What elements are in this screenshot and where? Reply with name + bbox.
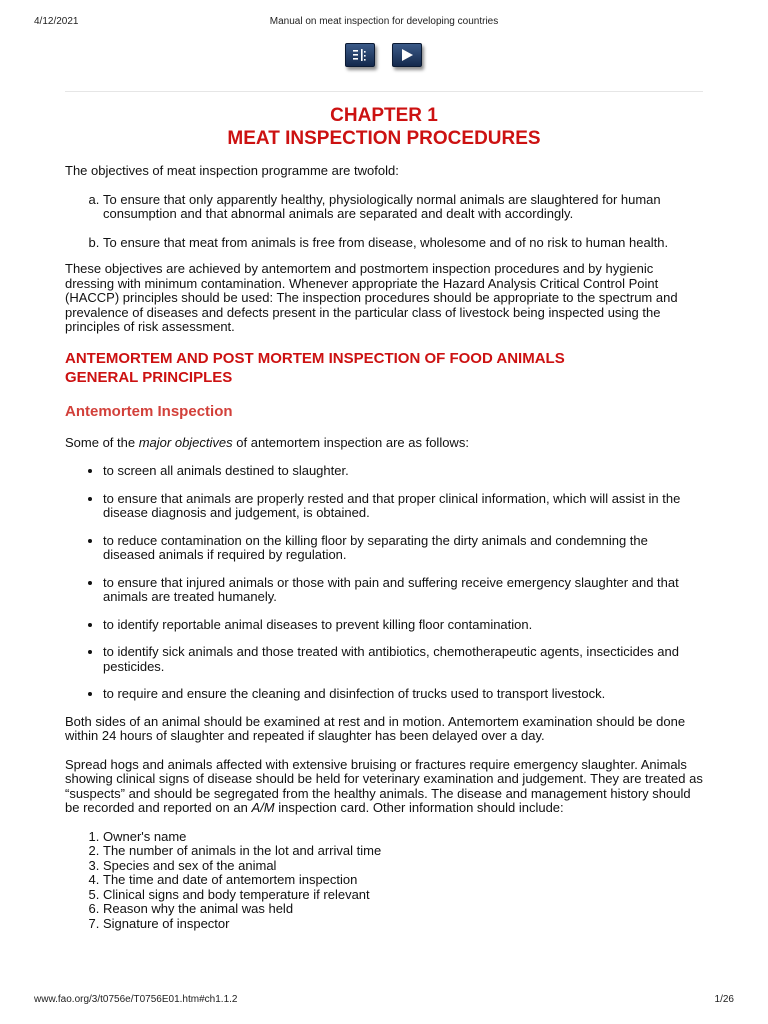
haccp-paragraph: These objectives are achieved by antemortem and postmortem inspection procedures and by hygienic dressing with minimum contamination. Whenever appropriate the Hazard Analysis Critical Control Point (HACCP) principles should be used: The inspection procedures should be appropriate to the spectrum and prevalence of diseases and defects present in the particular class of livestock being inspected using the principles of risk assessment. <box>65 261 678 334</box>
chapter-number: CHAPTER 1 <box>330 105 438 126</box>
chapter-title: MEAT INSPECTION PROCEDURES <box>227 128 541 149</box>
major-objectives-intro <box>65 436 703 451</box>
examination-paragraph: Both sides of an animal should be examined at rest and in motion. Antemortem examination should be done within 24 hours of slaughter and repeated if slaughter has been delayed over a day. <box>65 713 686 743</box>
print-document-title: Manual on meat inspection for developing countries <box>269 16 499 27</box>
page-url: www.fao.org/3/t0756e/T0756E01.htm#ch1.1.2 <box>34 994 238 1005</box>
objective-item: b. To ensure that meat from animals is free from disease, wholesome and of no risk to human health. <box>103 236 703 251</box>
page-content <box>65 104 703 931</box>
print-footer <box>34 994 734 1008</box>
list-item: • to ensure that injured animals or those with pain and suffering receive emergency slaughter and that animals are treated humanely. <box>103 576 703 605</box>
table-of-contents-button[interactable] <box>345 43 375 67</box>
print-header <box>34 16 734 30</box>
next-page-button[interactable] <box>392 43 422 67</box>
list-item: • to require and ensure the cleaning and disinfection of trucks used to transport livestock. <box>103 687 703 702</box>
list-item: • to screen all animals destined to slaughter. <box>103 464 703 479</box>
major-objectives-intro-after: of antemortem inspection are as follows: <box>232 434 469 450</box>
list-item: • to identify reportable animal diseases to prevent killing floor contamination. <box>103 618 703 633</box>
subsection-heading: Antemortem Inspection <box>65 402 233 420</box>
objective-item: a. To ensure that only apparently healthy, physiologically normal animals are slaughtered for human consumption and that abnormal animals are separated and dealt with accordingly. <box>103 193 703 222</box>
list-item: 7. Signature of inspector <box>103 917 703 932</box>
antemortem-objectives-list <box>65 464 703 702</box>
list-item: 3. Species and sex of the animal <box>103 859 703 874</box>
list-item: • to identify sick animals and those treated with antibiotics, chemotherapeutic agents, insecticides and pesticides. <box>103 645 703 674</box>
major-objectives-intro-before: Some of the <box>65 434 139 450</box>
page-number: 1/26 <box>714 994 734 1005</box>
am-card-emphasis: A/M <box>251 800 275 815</box>
major-objectives-emphasis: major objectives <box>138 434 233 450</box>
list-item: 2. The number of animals in the lot and arrival time <box>103 844 703 859</box>
separator-line <box>65 91 703 92</box>
list-item: 4. The time and date of antemortem inspection <box>103 873 703 888</box>
emergency-slaughter-paragraph <box>65 758 703 816</box>
emergency-paragraph-before: Spread hogs and animals affected with extensive bruising or fractures require emergency slaughter. Animals showing clinical signs of disease should be held for veterinary examination and judgement. They are treated as “suspects” and should be segregated from the healthy animals. The disease and management history should be recorded and reported on an <box>65 756 703 815</box>
section-heading <box>65 349 703 387</box>
intro-paragraph: The objectives of meat inspection programme are twofold: <box>65 163 399 178</box>
list-item: • to reduce contamination on the killing floor by separating the dirty animals and condemning the diseased animals if required by regulation. <box>103 534 703 563</box>
play-arrow-icon <box>398 48 416 62</box>
card-information-list <box>65 830 703 932</box>
chapter-heading <box>65 104 703 150</box>
list-item: 1. Owner's name <box>103 830 703 845</box>
section-heading-line-2: GENERAL PRINCIPLES <box>65 368 233 386</box>
section-heading-line-1: ANTEMORTEM AND POST MORTEM INSPECTION OF FOOD ANIMALS <box>65 349 565 367</box>
table-of-contents-icon <box>351 48 369 62</box>
emergency-paragraph-after: inspection card. Other information should include: <box>274 800 564 815</box>
objectives-list <box>65 193 703 251</box>
list-item: 6. Reason why the animal was held <box>103 902 703 917</box>
list-item: • to ensure that animals are properly rested and that proper clinical information, which will assist in the disease diagnosis and judgement, is obtained. <box>103 492 703 521</box>
list-item: 5. Clinical signs and body temperature if relevant <box>103 888 703 903</box>
print-date: 4/12/2021 <box>34 16 79 27</box>
